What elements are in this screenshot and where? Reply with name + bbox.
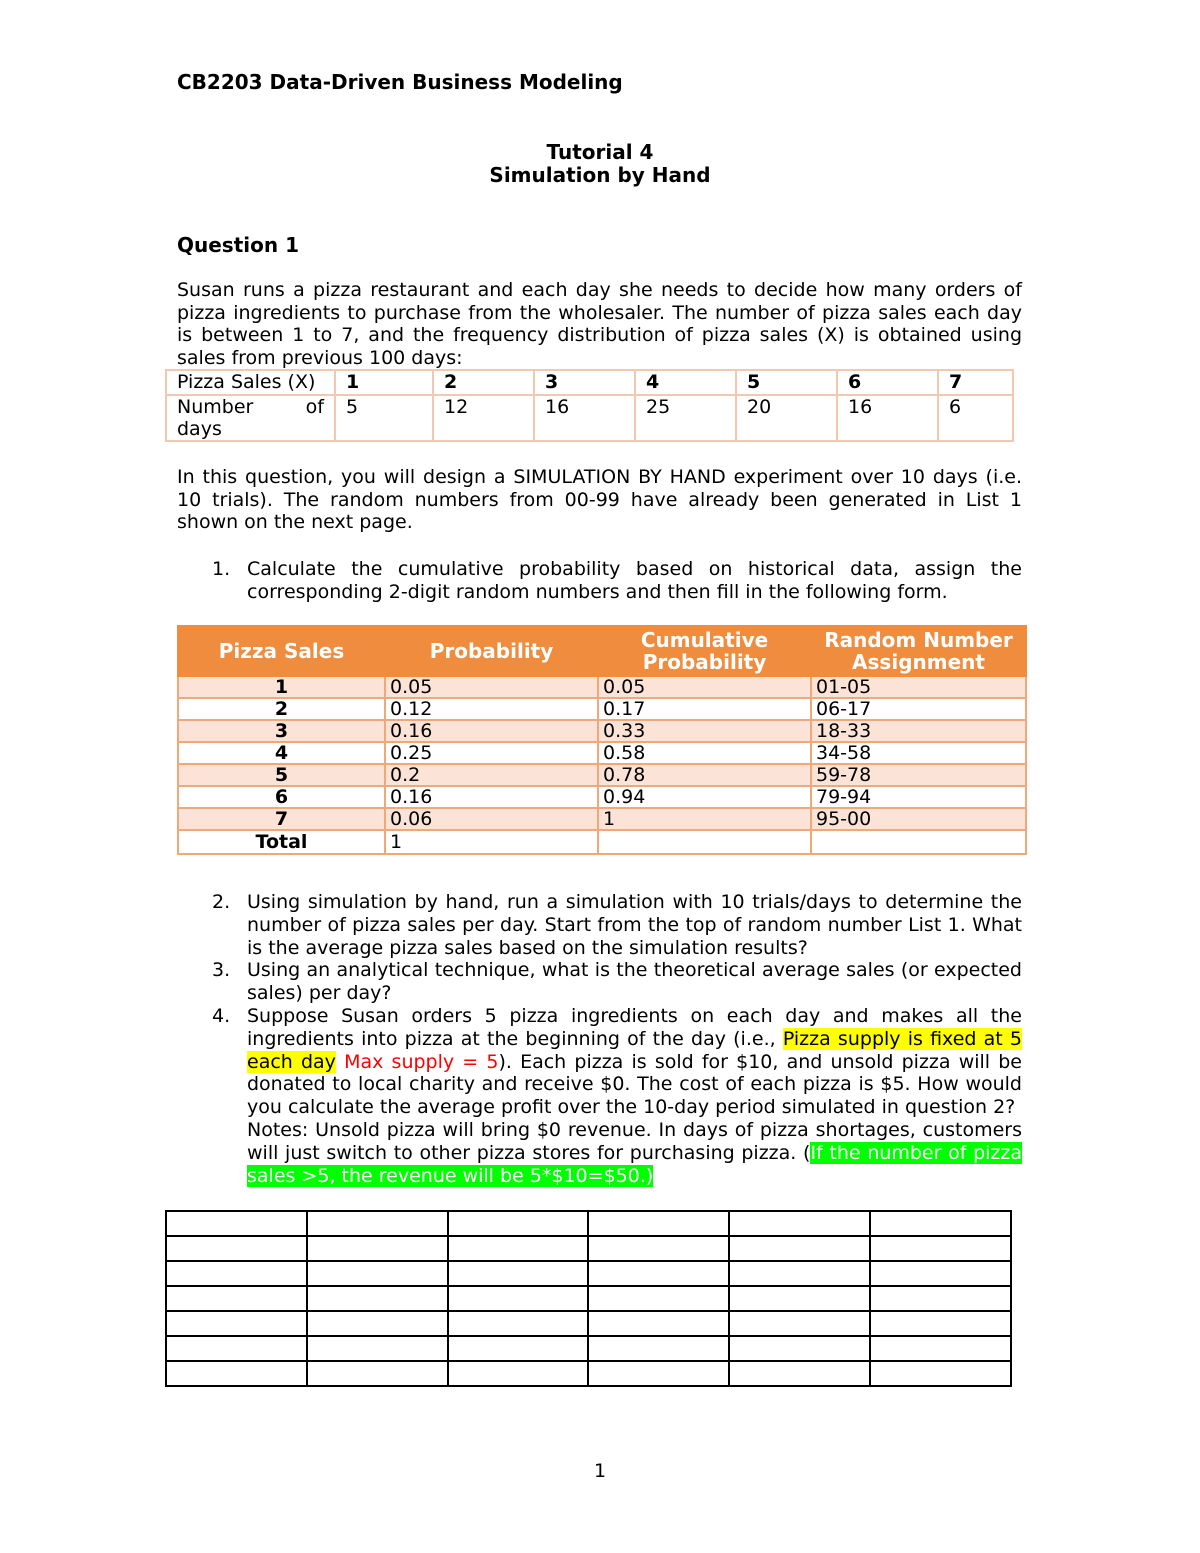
- table-row: [178, 786, 1026, 808]
- prob-cell: 6: [178, 786, 385, 808]
- page-number: 1: [593, 1460, 607, 1482]
- table-row: [166, 1286, 1011, 1311]
- grid-cell[interactable]: [448, 1361, 589, 1386]
- freq-cell: 3: [534, 370, 635, 395]
- grid-cell[interactable]: [307, 1211, 448, 1236]
- grid-cell[interactable]: [307, 1261, 448, 1286]
- table-row: [166, 1361, 1011, 1386]
- grid-cell[interactable]: [588, 1311, 729, 1336]
- prob-cell: 0.2: [385, 764, 598, 786]
- grid-cell[interactable]: [307, 1361, 448, 1386]
- prob-cell: 2: [178, 698, 385, 720]
- grid-cell[interactable]: [870, 1286, 1011, 1311]
- tutorial-subtitle: Simulation by Hand: [489, 163, 711, 187]
- prob-cell: 06-17: [811, 698, 1026, 720]
- prob-cell: 79-94: [811, 786, 1026, 808]
- freq-cell: 7: [938, 370, 1013, 395]
- grid-cell[interactable]: [729, 1361, 870, 1386]
- prob-cell: 59-78: [811, 764, 1026, 786]
- grid-cell[interactable]: [448, 1211, 589, 1236]
- blank-answer-grid: [165, 1210, 1012, 1387]
- prob-header: Probability: [385, 626, 598, 676]
- freq-cell: 5: [335, 395, 433, 441]
- probability-table: [177, 625, 1027, 855]
- freq-cell: 5: [736, 370, 837, 395]
- freq-cell: 16: [534, 395, 635, 441]
- task-list: [200, 891, 1022, 1187]
- grid-cell[interactable]: [166, 1311, 307, 1336]
- grid-cell[interactable]: [166, 1336, 307, 1361]
- prob-header-row: [178, 626, 1026, 676]
- prob-cell: 1: [178, 676, 385, 698]
- grid-cell[interactable]: [588, 1336, 729, 1361]
- task-text: Using an analytical technique, what is the theoretical average sales (or expected sales) per day?: [247, 959, 1022, 1005]
- question-heading: Question 1: [177, 233, 299, 257]
- grid-cell[interactable]: [166, 1261, 307, 1286]
- design-text: In this question, you will design a SIMULATION BY HAND experiment over 10 days (i.e. 10 trials). The random numbers from 00-99 have already been generated in List 1 shown on the next page.: [177, 466, 1022, 533]
- grid-cell[interactable]: [870, 1311, 1011, 1336]
- grid-cell[interactable]: [448, 1261, 589, 1286]
- prob-cell: 0.05: [598, 676, 811, 698]
- grid-cell[interactable]: [448, 1311, 589, 1336]
- grid-cell[interactable]: [166, 1236, 307, 1261]
- design-paragraph: [177, 466, 1022, 534]
- grid-cell[interactable]: [588, 1211, 729, 1236]
- grid-cell[interactable]: [448, 1286, 589, 1311]
- prob-cell: [811, 830, 1026, 854]
- frequency-table: [165, 369, 1014, 442]
- intro-paragraph: [177, 279, 1022, 369]
- prob-cell: 0.16: [385, 786, 598, 808]
- freq-row-sales: [166, 370, 1013, 395]
- task-text: Suppose Susan orders 5 pizza ingredients on each day and makes all the ingredients into pizza at the beginning of the day (i.e.,: [247, 1004, 1022, 1050]
- freq-cell: 4: [635, 370, 736, 395]
- grid-cell[interactable]: [870, 1236, 1011, 1261]
- freq-cell: 1: [335, 370, 433, 395]
- table-row: [166, 1261, 1011, 1286]
- grid-cell[interactable]: [588, 1236, 729, 1261]
- grid-cell[interactable]: [166, 1286, 307, 1311]
- grid-cell[interactable]: [870, 1261, 1011, 1286]
- notes-text: Notes: Unsold pizza will bring $0 revenue. In days of pizza shortages, customers will just switch to other pizza stores for purchasing pizza. (: [247, 1118, 1022, 1164]
- tutorial-number: Tutorial 4: [546, 140, 654, 164]
- prob-cell: 0.05: [385, 676, 598, 698]
- total-value: 1: [385, 830, 598, 854]
- task-number: 1.: [212, 558, 231, 580]
- grid-cell[interactable]: [729, 1211, 870, 1236]
- table-row: [178, 742, 1026, 764]
- table-row: [166, 1211, 1011, 1236]
- task-2: [200, 891, 1022, 959]
- task-number: 4.: [212, 1004, 231, 1027]
- prob-cell: 0.06: [385, 808, 598, 830]
- table-row: [166, 1336, 1011, 1361]
- freq-label: Number of days: [166, 395, 335, 441]
- grid-cell[interactable]: [588, 1261, 729, 1286]
- freq-cell: 12: [433, 395, 534, 441]
- grid-cell[interactable]: [729, 1311, 870, 1336]
- table-row: [178, 676, 1026, 698]
- freq-cell: 2: [433, 370, 534, 395]
- total-label: Total: [178, 830, 385, 854]
- freq-cell: 6: [938, 395, 1013, 441]
- yellow-highlight: Pizza supply is fixed at 5 each day: [247, 1027, 1023, 1073]
- prob-cell: 1: [598, 808, 811, 830]
- prob-cell: 34-58: [811, 742, 1026, 764]
- grid-cell[interactable]: [588, 1361, 729, 1386]
- prob-cell: 4: [178, 742, 385, 764]
- freq-row-days: [166, 395, 1013, 441]
- table-row: [178, 720, 1026, 742]
- grid-cell[interactable]: [729, 1236, 870, 1261]
- task-text: Using simulation by hand, run a simulation with 10 trials/days to determine the number of pizza sales per day. Start from the top of random number List 1. What is the average pizza sales based on the simulation results?: [247, 891, 1022, 959]
- task-text-cont: ). Each pizza is sold for $10, and unsold pizza will be donated to local charity and receive $0. The cost of each pizza is $5. How would you calculate the average profit over the 10-day period simulated in question 2?: [247, 1050, 1022, 1119]
- grid-cell[interactable]: [166, 1361, 307, 1386]
- freq-label: Pizza Sales (X): [166, 370, 335, 395]
- prob-cell: 0.58: [598, 742, 811, 764]
- prob-cell: 3: [178, 720, 385, 742]
- prob-cell: 0.78: [598, 764, 811, 786]
- task-number: 2.: [212, 891, 231, 913]
- grid-cell[interactable]: [307, 1286, 448, 1311]
- table-row: [166, 1236, 1011, 1261]
- grid-cell[interactable]: [870, 1361, 1011, 1386]
- task-number: 3.: [212, 959, 231, 982]
- task-text: Calculate the cumulative probability based on historical data, assign the corresponding 2-digit random numbers and then fill in the following form.: [247, 558, 1022, 603]
- prob-cell: 95-00: [811, 808, 1026, 830]
- prob-cell: 0.33: [598, 720, 811, 742]
- prob-cell: [598, 830, 811, 854]
- grid-cell[interactable]: [729, 1286, 870, 1311]
- prob-header: Cumulative Probability: [598, 626, 811, 676]
- grid-cell[interactable]: [307, 1311, 448, 1336]
- prob-header: Pizza Sales: [178, 626, 385, 676]
- grid-cell[interactable]: [448, 1336, 589, 1361]
- grid-cell[interactable]: [870, 1336, 1011, 1361]
- prob-cell: 0.25: [385, 742, 598, 764]
- prob-cell: 0.94: [598, 786, 811, 808]
- table-row: [166, 1311, 1011, 1336]
- prob-cell: 7: [178, 808, 385, 830]
- freq-cell: 6: [837, 370, 938, 395]
- prob-cell: 0.16: [385, 720, 598, 742]
- freq-cell: 20: [736, 395, 837, 441]
- course-title: CB2203 Data-Driven Business Modeling: [177, 70, 623, 94]
- grid-cell[interactable]: [307, 1336, 448, 1361]
- grid-cell[interactable]: [448, 1236, 589, 1261]
- grid-cell[interactable]: [307, 1236, 448, 1261]
- table-row: [178, 764, 1026, 786]
- grid-cell[interactable]: [729, 1336, 870, 1361]
- task-1: [200, 558, 1022, 604]
- grid-cell[interactable]: [166, 1211, 307, 1236]
- prob-header: Random Number Assignment: [811, 626, 1026, 676]
- intro-text: Susan runs a pizza restaurant and each day she needs to decide how many orders of pizza ingredients to purchase from the wholesaler. The number of pizza sales each day is between 1 to 7, and the frequency distribution of pizza sales (X) is obtained using sales from previous 100 days:: [177, 279, 1022, 369]
- task-3: [200, 959, 1022, 1005]
- prob-cell: 5: [178, 764, 385, 786]
- freq-cell: 16: [837, 395, 938, 441]
- prob-cell: 0.17: [598, 698, 811, 720]
- prob-cell: 01-05: [811, 676, 1026, 698]
- grid-cell[interactable]: [588, 1286, 729, 1311]
- red-note: Max supply = 5: [335, 1050, 499, 1073]
- green-highlight: If the number of pizza sales >5, the revenue will be 5*$10=$50.): [247, 1141, 1023, 1187]
- prob-cell: 18-33: [811, 720, 1026, 742]
- table-row: [178, 808, 1026, 830]
- task-4: [200, 1005, 1022, 1187]
- grid-cell[interactable]: [870, 1211, 1011, 1236]
- total-row: [178, 830, 1026, 854]
- grid-cell[interactable]: [729, 1261, 870, 1286]
- table-row: [178, 698, 1026, 720]
- freq-cell: 25: [635, 395, 736, 441]
- prob-cell: 0.12: [385, 698, 598, 720]
